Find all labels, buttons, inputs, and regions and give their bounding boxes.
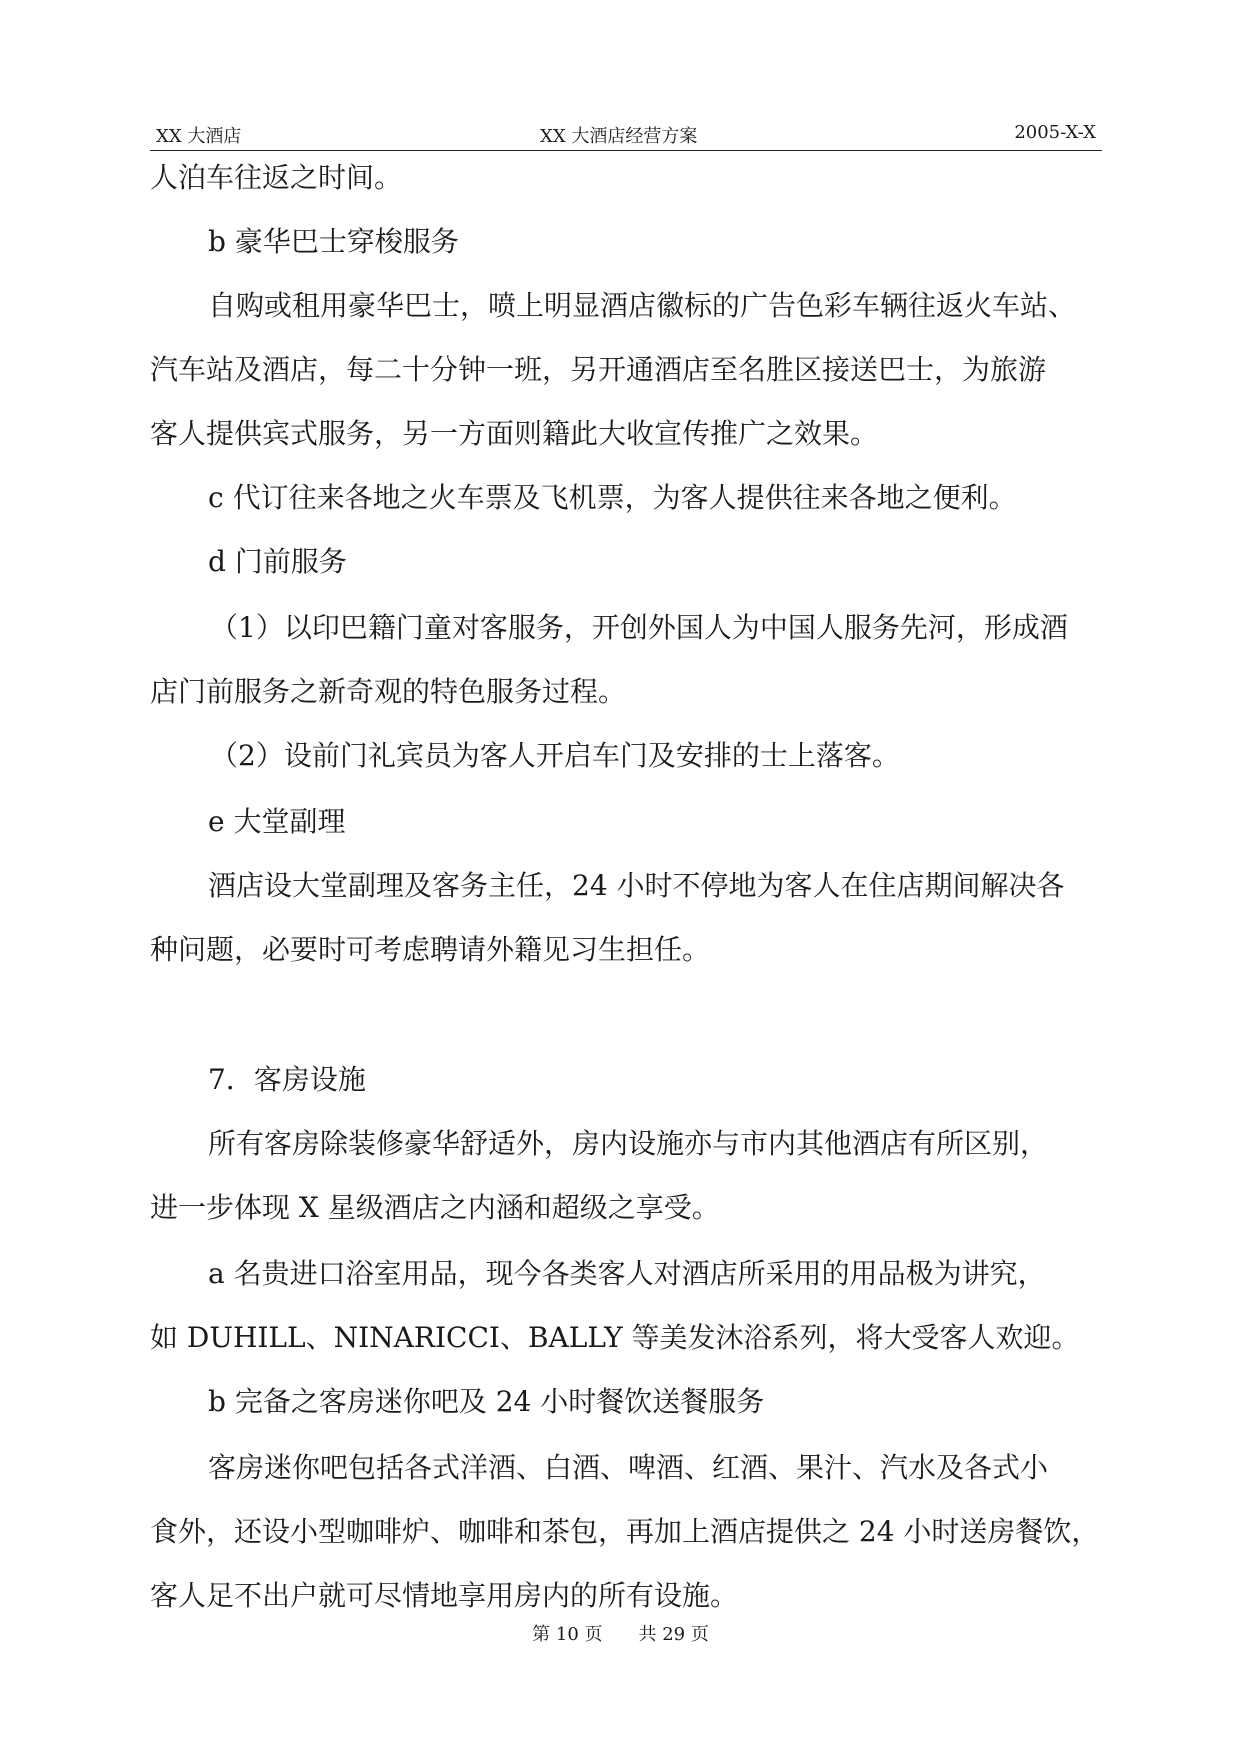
body-line: 种问题，必要时可考虑聘请外籍见习生担任。: [150, 933, 711, 966]
page-footer: [0, 1620, 1241, 1646]
header-date: 2005-X-X: [1014, 122, 1096, 143]
section-heading: d 门前服务: [208, 545, 347, 578]
body-line: 所有客房除装修豪华舒适外，房内设施亦与市内其他酒店有所区别，: [208, 1127, 1049, 1160]
page-total: 共 29 页: [638, 1624, 709, 1645]
body-line: 店门前服务之新奇观的特色服务过程。: [150, 675, 627, 708]
page-header: [150, 118, 1102, 151]
body-line: 酒店设大堂副理及客务主任，24 小时不停地为客人在住店期间解决各: [208, 869, 1065, 902]
body-line: 客房迷你吧包括各式洋酒、白酒、啤酒、红酒、果汁、汽水及各式小: [208, 1451, 1049, 1484]
body-line: 客人足不出户就可尽情地享用房内的所有设施。: [150, 1579, 739, 1612]
body-line: 自购或租用豪华巴士，喷上明显酒店徽标的广告色彩车辆往返火车站、: [208, 289, 1077, 322]
body-line: 食外，还设小型咖啡炉、咖啡和茶包，再加上酒店提供之 24 小时送房餐饮，: [150, 1515, 1100, 1548]
page-number: 第 10 页: [532, 1624, 603, 1645]
body-line: 进一步体现 X 星级酒店之内涵和超级之享受。: [150, 1191, 720, 1224]
body-line: a 名贵进口浴室用品，现今各类客人对酒店所采用的用品极为讲究，: [208, 1257, 1046, 1290]
section-heading: b 完备之客房迷你吧及 24 小时餐饮送餐服务: [208, 1385, 765, 1418]
section-heading: b 豪华巴士穿梭服务: [208, 225, 459, 258]
header-hotel-name: XX 大酒店: [156, 126, 242, 147]
body-line: c 代订往来各地之火车票及飞机票，为客人提供往来各地之便利。: [208, 481, 1017, 514]
body-line: 人泊车往返之时间。: [150, 161, 403, 194]
body-line: 如 DUHILL、NINARICCI、BALLY 等美发沐浴系列，将大受客人欢迎。: [150, 1321, 1080, 1354]
section-heading: 7．客房设施: [208, 1063, 366, 1096]
body-line: 客人提供宾式服务，另一方面则籍此大收宣传推广之效果。: [150, 417, 879, 450]
body-line: 汽车站及酒店，每二十分钟一班，另开通酒店至名胜区接送巴士，为旅游: [150, 353, 1047, 386]
header-document-title: XX 大酒店经营方案: [540, 126, 698, 147]
section-heading: e 大堂副理: [208, 805, 346, 838]
body-line: （1）以印巴籍门童对客服务，开创外国人为中国人服务先河，形成酒: [210, 611, 1068, 644]
body-line: （2）设前门礼宾员为客人开启车门及安排的士上落客。: [210, 739, 900, 772]
